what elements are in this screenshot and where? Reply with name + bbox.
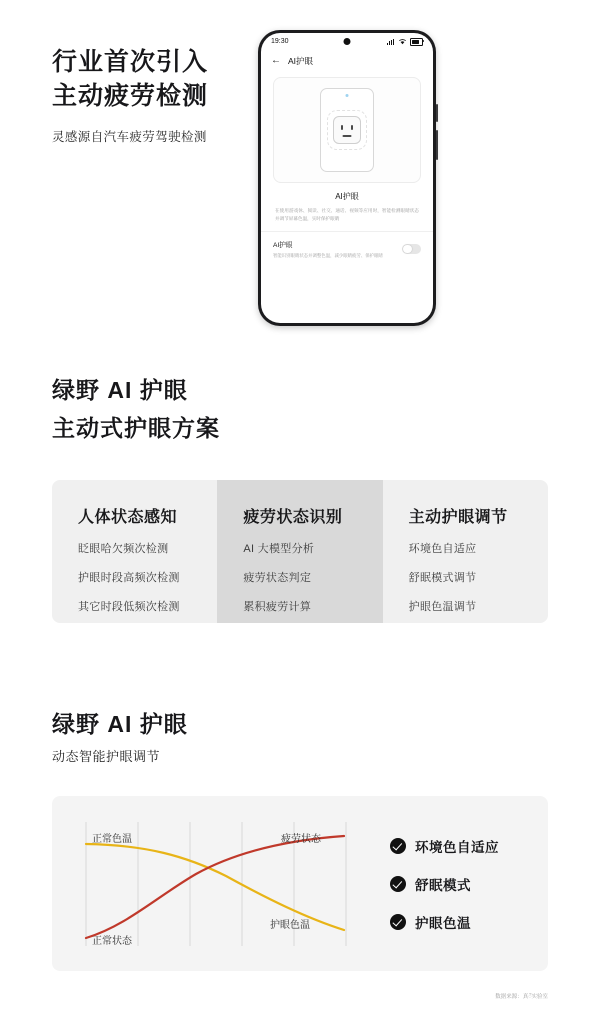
- face-right-eye-icon: [351, 125, 353, 130]
- check-circle-icon: [390, 914, 406, 930]
- section1-subhead: 灵感源自汽车疲劳驾驶检测: [52, 130, 207, 144]
- panel-description: 在使用游戏休、阅读、社交、通话、视频等应用时，智能检测眼睛状态并调节屏幕色温，实时保护眼睛: [275, 208, 419, 222]
- section-dynamic-adjustment: [0, 706, 600, 971]
- section2-headline-line2: 主动式护眼方案: [52, 415, 220, 441]
- chart-legend: [390, 836, 499, 932]
- section1-headline-line1: 行业首次引入: [52, 48, 209, 76]
- column-item: 环境色自适应: [408, 543, 477, 555]
- section-fatigue-detection: [0, 0, 600, 350]
- column-title: 人体状态感知: [78, 509, 178, 526]
- section2-headline-line1: 绿野 AI 护眼: [52, 377, 188, 403]
- status-bar: [261, 33, 433, 50]
- panel-title: AI护眼: [335, 192, 359, 201]
- phone-mockup: [258, 30, 436, 326]
- camera-punch-hole-icon: [344, 38, 351, 45]
- phone-screen: [261, 33, 433, 323]
- illustration-phone-icon: [320, 88, 374, 172]
- section1-headline: [52, 46, 252, 113]
- signal-icon: [387, 39, 395, 45]
- back-arrow-icon[interactable]: ←: [271, 55, 281, 66]
- column-item: AI 大模型分析: [243, 543, 315, 555]
- face-mouth-icon: [343, 135, 352, 137]
- column-title: 主动护眼调节: [408, 509, 508, 526]
- legend-item: [390, 912, 499, 932]
- wifi-icon: [398, 38, 407, 45]
- legend-item: [390, 874, 499, 894]
- column-item: 护眼色温调节: [408, 601, 477, 613]
- legend-item: [390, 836, 499, 856]
- column-item: 其它时段低频次检测: [78, 601, 180, 613]
- line-chart: [76, 814, 366, 954]
- setting-description: 智能识别眼睛状态并调整色温，减少眼睛疲劳、保护眼睛: [273, 252, 383, 258]
- column-item: 疲劳状态判定: [243, 572, 312, 584]
- chart-label-eye-care-temperature: 护眼色温: [270, 919, 310, 931]
- column-human-state: [52, 480, 217, 623]
- column-item: 累积疲劳计算: [243, 601, 312, 613]
- chart-label-normal-state: 正常状态: [92, 935, 132, 947]
- setting-title: AI护眼: [273, 241, 293, 249]
- column-item: 舒眠模式调节: [408, 572, 477, 584]
- section3-headline-line2: 动态智能护眼调节: [52, 749, 161, 764]
- chart-card: [52, 796, 548, 971]
- illustration-sensor-dot-icon: [346, 94, 349, 97]
- column-title: 疲劳状态识别: [243, 509, 343, 526]
- illustration-face-icon: [333, 116, 361, 144]
- chart-label-fatigue-state: 疲劳状态: [281, 833, 321, 845]
- app-bar-title: AI护眼: [288, 56, 314, 66]
- section1-text-block: [52, 46, 252, 145]
- chart-label-normal-temperature: 正常色温: [92, 833, 132, 845]
- footnote: 数据来源：真ँ实验室: [495, 994, 548, 1000]
- legend-label: 环境色自适应: [415, 839, 499, 855]
- legend-label: 护眼色温: [415, 915, 471, 931]
- check-circle-icon: [390, 876, 406, 892]
- section1-headline-line2: 主动疲劳检测: [52, 81, 209, 110]
- section3-headline-line1: 绿野 AI 护眼: [52, 711, 188, 737]
- face-left-eye-icon: [341, 125, 343, 130]
- column-active-adjustment: [383, 480, 548, 623]
- status-time: 19:30: [271, 38, 289, 45]
- section2-headline: [0, 372, 600, 443]
- column-fatigue-recognition: [217, 480, 382, 623]
- app-bar: [261, 50, 433, 72]
- column-item: 护眼时段高频次检测: [78, 572, 180, 584]
- section-active-eye-care-plan: [0, 372, 600, 623]
- ai-eye-care-toggle[interactable]: [402, 244, 421, 255]
- battery-icon: [410, 38, 423, 46]
- column-item: 眨眼哈欠频次检测: [78, 543, 169, 555]
- check-circle-icon: [390, 838, 406, 854]
- legend-label: 舒眠模式: [415, 877, 471, 893]
- status-icons: [387, 38, 423, 46]
- phone-volume-button: [436, 104, 438, 122]
- setting-texts: [273, 239, 396, 259]
- illustration-card: [273, 77, 421, 183]
- phone-power-button: [436, 130, 438, 160]
- three-column-panel: [52, 480, 548, 623]
- setting-row-ai-eye-care[interactable]: [261, 232, 433, 259]
